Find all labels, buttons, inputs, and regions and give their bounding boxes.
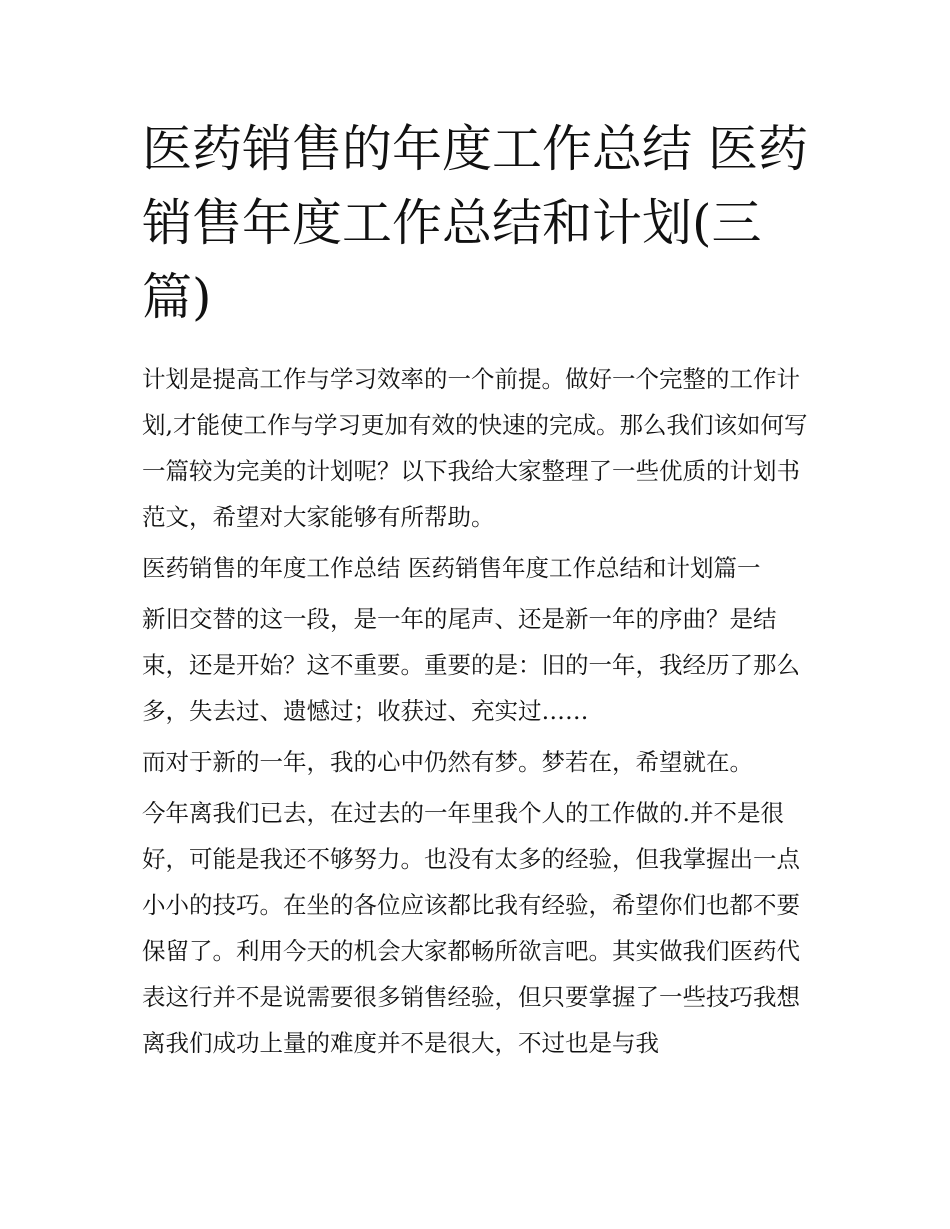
intro-paragraph: 计划是提高工作与学习效率的一个前提。做好一个完整的工作计划,才能使工作与学习更加有效的快速的完成。那么我们该如何写一篇较为完美的计划呢？以下我给大家整理了一些优质的计划书范文，希望对大家能够有所帮助。 (142, 365, 808, 531)
document-body (142, 356, 814, 1066)
body-paragraph: 今年离我们已去，在过去的一年里我个人的工作做的.并不是很好，可能是我还不够努力。也没有太多的经验，但我掌握出一点小小的技巧。在坐的各位应该都比我有经验，希望你们也都不要保留了。利用今天的机会大家都畅所欲言吧。其实做我们医药代表这行并不是说需要很多销售经验，但只要掌握了一些技巧我想离我们成功上量的难度并不是很大，不过也是与我 (142, 799, 800, 1057)
document-title: 医药销售的年度工作总结 医药销售年度工作总结和计划(三篇) (142, 120, 808, 326)
body-paragraph: 新旧交替的这一段，是一年的尾声、还是新一年的序曲？是结束，还是开始？这不重要。重要的是：旧的一年，我经历了那么多，失去过、遗憾过；收获过、充实过…… (142, 605, 800, 725)
section-heading-paragraph: 医药销售的年度工作总结 医药销售年度工作总结和计划篇一 (142, 554, 761, 582)
body-paragraph: 而对于新的一年，我的心中仍然有梦。梦若在，希望就在。 (142, 748, 753, 776)
